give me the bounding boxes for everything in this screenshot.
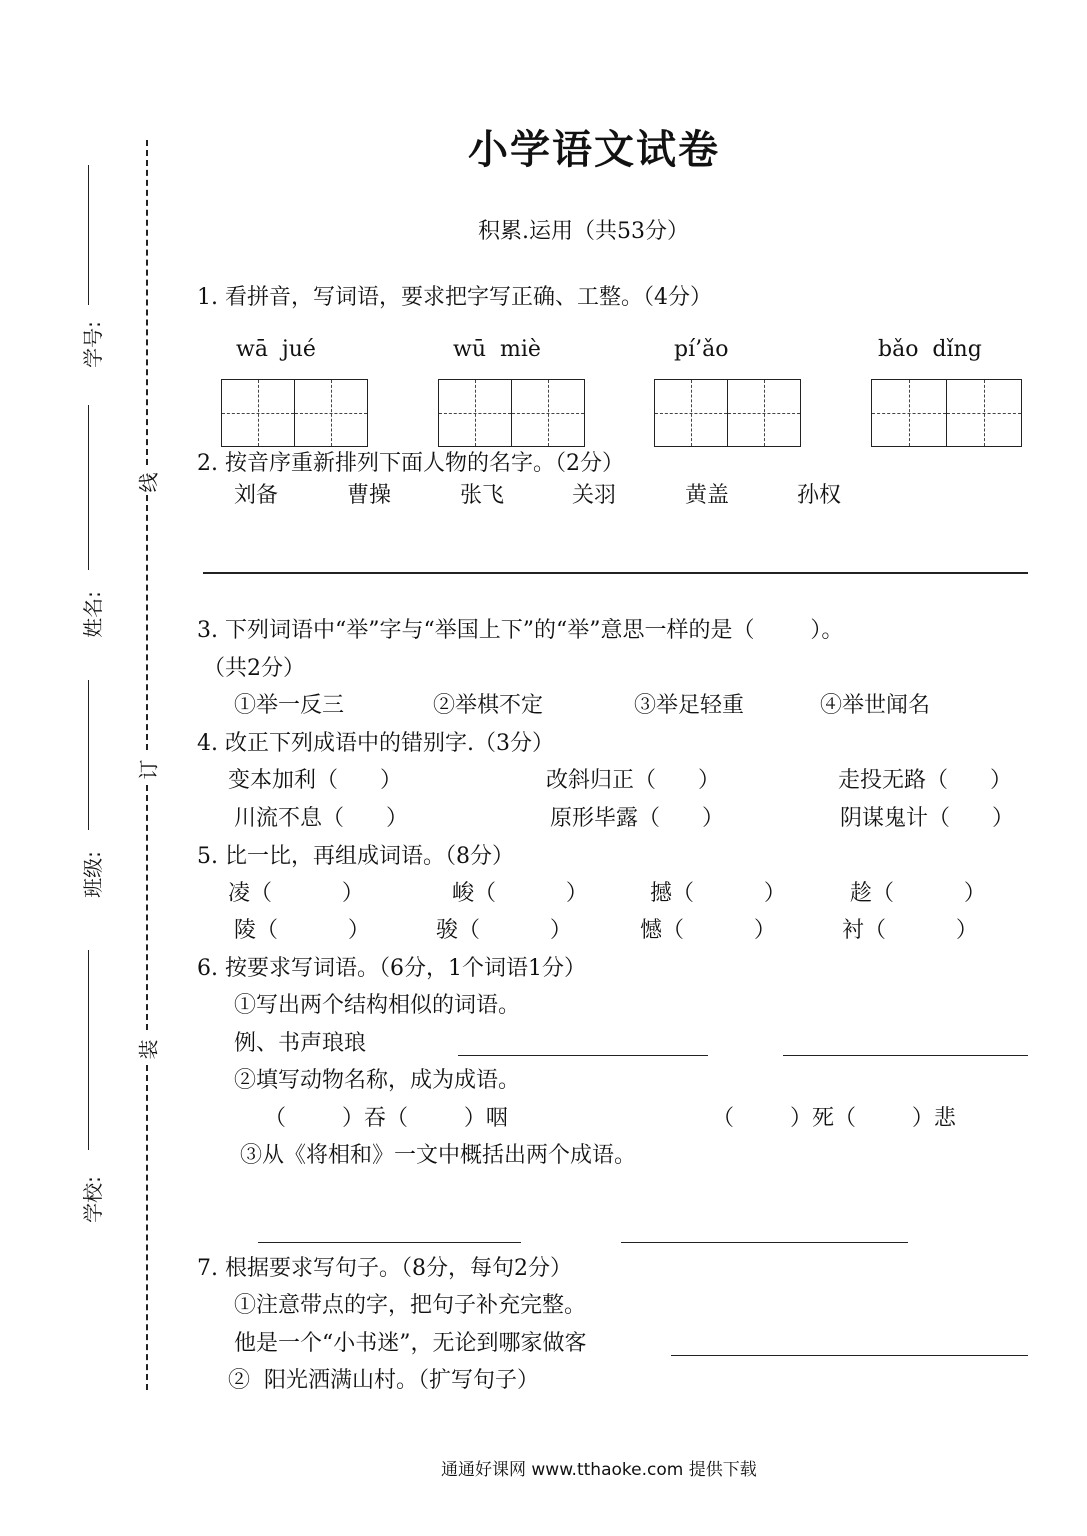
idiom-fix[interactable]: 川流不息（ ） bbox=[234, 806, 408, 831]
name-5: 黄盖 bbox=[685, 483, 730, 508]
pinyin-2: wū miè bbox=[453, 337, 541, 362]
animal-idiom[interactable]: （ ）死（ ）悲 bbox=[712, 1106, 956, 1131]
question-7: 7. 根据要求写句子。（8分，每句2分） bbox=[197, 1256, 572, 1281]
word-group[interactable]: 骏（ ） bbox=[436, 918, 572, 943]
word-group[interactable]: 憾（ ） bbox=[640, 918, 776, 943]
idiom-fix[interactable]: 变本加利（ ） bbox=[228, 768, 402, 793]
writing-grid[interactable] bbox=[221, 379, 368, 447]
idiom-fix[interactable]: 阴谋鬼计（ ） bbox=[840, 806, 1014, 831]
margin-line bbox=[88, 950, 89, 1150]
binding-char-order: 订 bbox=[136, 759, 161, 780]
q7-sentence: 他是一个“小书迷”，无论到哪家做客 bbox=[234, 1331, 587, 1356]
option-2: ②举棋不定 bbox=[433, 693, 544, 718]
idiom-fix[interactable]: 原形毕露（ ） bbox=[550, 806, 724, 831]
question-1: 1. 看拼音，写词语，要求把字写正确、工整。（4分） bbox=[197, 285, 712, 310]
pinyin-1: wā jué bbox=[236, 337, 316, 362]
margin-line bbox=[88, 680, 89, 830]
question-6: 6. 按要求写词语。（6分，1个词语1分） bbox=[197, 956, 586, 981]
question-4: 4. 改正下列成语中的错别字.（3分） bbox=[197, 731, 554, 756]
binding-char-bind: 装 bbox=[136, 1039, 161, 1060]
answer-line[interactable] bbox=[621, 1242, 908, 1243]
question-3: 3. 下列词语中“举”字与“举国上下”的“举”意思一样的是（ ）。 bbox=[197, 618, 844, 643]
name-3: 张飞 bbox=[460, 483, 505, 508]
option-4: ④举世闻名 bbox=[820, 693, 931, 718]
binding-dashed-line bbox=[146, 140, 148, 465]
pinyin-4: bǎo dǐng bbox=[878, 337, 982, 362]
writing-grid[interactable] bbox=[871, 379, 1022, 447]
idiom-fix[interactable]: 改斜归正（ ） bbox=[546, 768, 720, 793]
class-label: 班级: bbox=[80, 851, 105, 898]
name-2: 曹操 bbox=[347, 483, 392, 508]
writing-grid[interactable] bbox=[438, 379, 585, 447]
word-group[interactable]: 衬（ ） bbox=[842, 918, 978, 943]
q6-part-3: ③从《将相和》一文中概括出两个成语。 bbox=[240, 1143, 637, 1168]
page-title: 小学语文试卷 bbox=[468, 127, 720, 173]
q7-part-2: ② 阳光洒满山村。（扩写句子） bbox=[228, 1368, 539, 1393]
answer-line[interactable] bbox=[783, 1055, 1028, 1056]
footer-credit: 通通好课网 www.tthaoke.com 提供下载 bbox=[441, 1460, 757, 1480]
binding-dashed-line bbox=[146, 495, 148, 750]
q6-part-1: ①写出两个结构相似的词语。 bbox=[234, 993, 521, 1018]
school-label: 学校: bbox=[80, 1176, 105, 1223]
writing-grid[interactable] bbox=[654, 379, 801, 447]
q6-example: 例、书声琅琅 bbox=[234, 1031, 367, 1056]
word-group[interactable]: 趁（ ） bbox=[850, 881, 986, 906]
margin-line bbox=[88, 405, 89, 570]
option-3: ③举足轻重 bbox=[634, 693, 745, 718]
answer-line[interactable] bbox=[458, 1055, 708, 1056]
pinyin-3: pí’ǎo bbox=[674, 337, 729, 362]
word-group[interactable]: 凌（ ） bbox=[228, 881, 364, 906]
question-2: 2. 按音序重新排列下面人物的名字。（2分） bbox=[197, 451, 624, 476]
animal-idiom[interactable]: （ ）吞（ ）咽 bbox=[264, 1106, 508, 1131]
option-1: ①举一反三 bbox=[234, 693, 345, 718]
answer-line[interactable] bbox=[671, 1355, 1028, 1356]
answer-line[interactable] bbox=[258, 1242, 521, 1243]
binding-dashed-line bbox=[146, 1065, 148, 1390]
idiom-fix[interactable]: 走投无路（ ） bbox=[838, 768, 1012, 793]
margin-line bbox=[88, 165, 89, 305]
q7-part-1: ①注意带点的字，把句子补充完整。 bbox=[234, 1293, 587, 1318]
word-group[interactable]: 撼（ ） bbox=[650, 881, 786, 906]
name-1: 刘备 bbox=[234, 483, 279, 508]
binding-dashed-line bbox=[146, 785, 148, 1030]
section-heading: 积累.运用（共53分） bbox=[478, 219, 689, 244]
student-number-label: 学号: bbox=[80, 321, 105, 368]
question-5: 5. 比一比，再组成词语。（8分） bbox=[197, 844, 514, 869]
answer-line[interactable] bbox=[203, 572, 1028, 574]
name-label: 姓名: bbox=[80, 591, 105, 638]
name-4: 关羽 bbox=[572, 483, 617, 508]
word-group[interactable]: 峻（ ） bbox=[452, 881, 588, 906]
name-6: 孙权 bbox=[797, 483, 842, 508]
binding-char-line: 线 bbox=[136, 472, 161, 493]
word-group[interactable]: 陵（ ） bbox=[234, 918, 370, 943]
q6-part-2: ②填写动物名称，成为成语。 bbox=[234, 1068, 521, 1093]
question-3-score: （共2分） bbox=[203, 656, 305, 681]
